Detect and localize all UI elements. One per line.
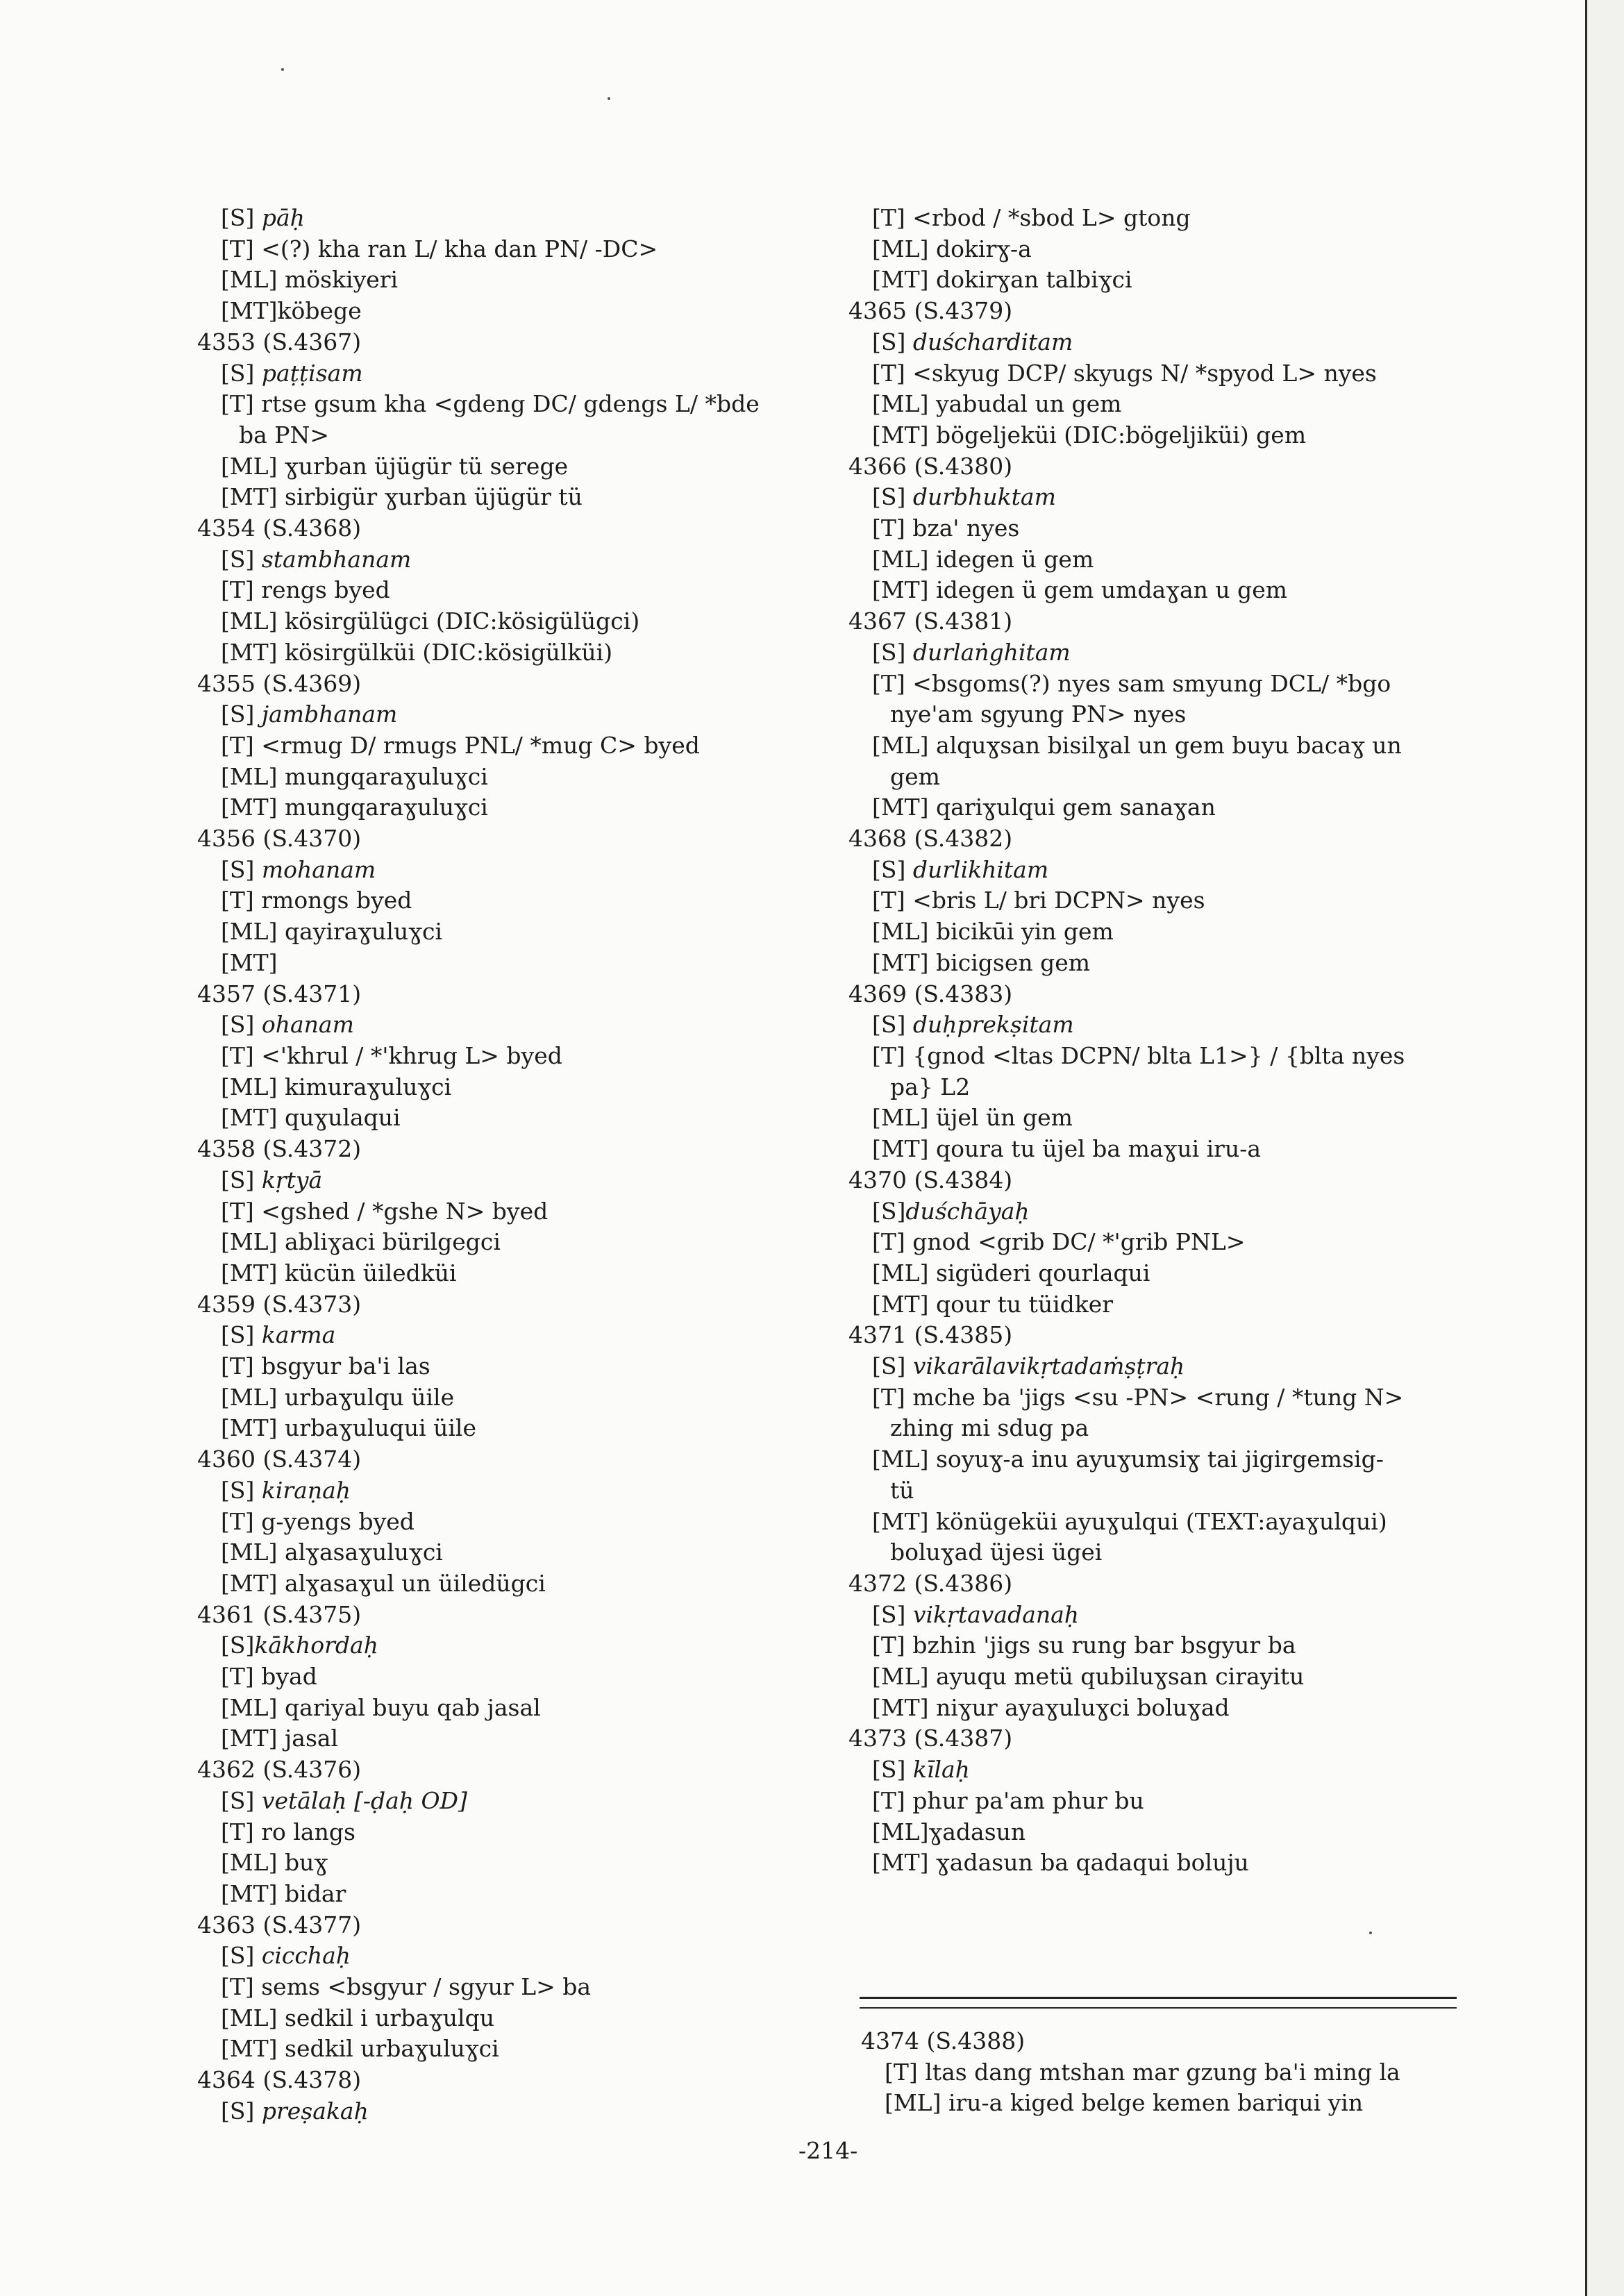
entry-line: [S] ohanam bbox=[221, 1011, 354, 1039]
page-number: -214- bbox=[798, 2137, 858, 2164]
entry-line: [MT] jasal bbox=[221, 1725, 339, 1752]
entry-line: [S] kiraṇaḥ bbox=[221, 1476, 351, 1504]
entry-line: [T] <bris L/ bri DCPN> nyes bbox=[872, 887, 1205, 914]
entry-number: 4357 (S.4371) bbox=[197, 980, 362, 1007]
entry-line: [ML] yabudal un gem bbox=[872, 390, 1122, 418]
entry-line: [ML] alquɣsan bisilɣal un gem buyu bacaɣ un bbox=[872, 731, 1402, 759]
entry-line: [ML] alɣasaɣuluɣci bbox=[221, 1539, 443, 1566]
entry-line: [MT] bicigsen gem bbox=[872, 948, 1091, 976]
entry-line: [ML] bicikūi yin gem bbox=[872, 918, 1114, 946]
entry-line: [S] cicchaḥ bbox=[221, 1942, 351, 1970]
entry-number: 4363 (S.4377) bbox=[197, 1911, 362, 1938]
entry-line: [S] kṛtyā bbox=[221, 1166, 323, 1193]
entry-number: 4373 (S.4387) bbox=[848, 1725, 1013, 1752]
entry-line: [ML] kimuraɣuluɣci bbox=[221, 1073, 452, 1100]
footnote-separator bbox=[860, 1997, 1457, 2009]
entry-number: 4361 (S.4375) bbox=[197, 1600, 362, 1628]
entry-line: [ML] ɣurban üjügür tü serege bbox=[221, 452, 569, 480]
entry-line: boluɣad üjesi ügei bbox=[890, 1539, 1103, 1566]
entry-number: 4362 (S.4376) bbox=[197, 1756, 362, 1784]
entry-line: [T] byad bbox=[221, 1663, 317, 1691]
entry-line: [MT] kösirgülküi (DIC:kösigülküi) bbox=[221, 638, 613, 666]
footnote bbox=[861, 2026, 1555, 2119]
entry-line: [S] vetālaḥ [-ḍaḥ OD] bbox=[221, 1786, 467, 1814]
entry-line: [MT] bidar bbox=[221, 1879, 346, 1907]
entry-number: 4354 (S.4368) bbox=[197, 514, 362, 542]
entry-line: [MT] qour tu tüidker bbox=[872, 1290, 1114, 1318]
entry-line: [T] ltas dang mtshan mar gzung ba'i ming la bbox=[885, 2058, 1400, 2086]
entry-number: 4358 (S.4372) bbox=[197, 1135, 362, 1163]
entry-line: pa} L2 bbox=[890, 1073, 971, 1100]
entry-line: [MT] dokirɣan talbiɣci bbox=[872, 266, 1132, 294]
entry-line: [MT] urbaɣuluqui üile bbox=[221, 1414, 477, 1442]
entry-line: [T] rmongs byed bbox=[221, 887, 412, 914]
entry-line: [MT] bögeljeküi (DIC:bögeljiküi) gem bbox=[872, 421, 1307, 449]
entry-line: [T] <rbod / *sbod L> gtong bbox=[872, 204, 1191, 231]
entry-number: 4359 (S.4373) bbox=[197, 1290, 362, 1318]
entry-line: [T] rtse gsum kha <gdeng DC/ gdengs L/ *bde bbox=[221, 390, 760, 418]
entry-line: [S] duḥprekṣitam bbox=[872, 1011, 1074, 1039]
entry-line: zhing mi sdug pa bbox=[890, 1414, 1089, 1442]
entry-line: [ML] möskiyeri bbox=[221, 266, 399, 294]
entry-line: [MT] idegen ü gem umdaɣan u gem bbox=[872, 576, 1288, 604]
entry-number: 4356 (S.4370) bbox=[197, 825, 362, 853]
entry-line: [ML] buɣ bbox=[221, 1849, 328, 1877]
entry-line: [MT] niɣur ayaɣuluɣci boluɣad bbox=[872, 1693, 1230, 1721]
entry-line: [T] <'khrul / *'khrug L> byed bbox=[221, 1041, 562, 1069]
entry-line: [S]kākhordaḥ bbox=[221, 1632, 378, 1659]
entry-line: [T] <bsgoms(?) nyes sam smyung DCL/ *bgo bbox=[872, 669, 1391, 697]
entry-number: 4368 (S.4382) bbox=[848, 825, 1013, 853]
entry-number: 4360 (S.4374) bbox=[197, 1446, 362, 1473]
entry-line: [S] stambhanam bbox=[221, 545, 412, 573]
entry-number: 4371 (S.4385) bbox=[848, 1321, 1013, 1349]
entry-line: [ML] qariyal buyu qab jasal bbox=[221, 1693, 541, 1721]
entry-number: 4353 (S.4367) bbox=[197, 328, 362, 355]
entry-line: [ML] idegen ü gem bbox=[872, 545, 1094, 573]
entry-line: [MT] alɣasaɣul un üiledügci bbox=[221, 1569, 546, 1597]
entry-line: [MT] sirbigür ɣurban üjügür tü bbox=[221, 483, 583, 511]
entry-line: [S] preṣakaḥ bbox=[221, 2097, 369, 2125]
entry-line: [ML] ayuqu metü qubiluɣsan cirayitu bbox=[872, 1663, 1305, 1691]
entry-line: nye'am sgyung PN> nyes bbox=[890, 701, 1187, 728]
entry-line: [S] vikṛtavadanaḥ bbox=[872, 1600, 1080, 1628]
entry-line: [S] duścharditam bbox=[872, 328, 1073, 355]
entry-line: [ML] sedkil i urbaɣulqu bbox=[221, 2004, 494, 2031]
entry-line: [S] mohanam bbox=[221, 855, 376, 883]
entry-line: [S] kīlaḥ bbox=[872, 1756, 970, 1784]
entry-line: [S]duśchāyaḥ bbox=[872, 1197, 1030, 1225]
entry-line: [T] sems <bsgyur / sgyur L> ba bbox=[221, 1973, 592, 2001]
scan-speck bbox=[608, 97, 610, 100]
entry-line: [T] bza' nyes bbox=[872, 514, 1020, 542]
entry-line: tü bbox=[890, 1476, 914, 1504]
entry-line: [MT] kücün üiledküi bbox=[221, 1259, 457, 1287]
entry-line: ba PN> bbox=[239, 421, 330, 449]
entry-line: [T] ro langs bbox=[221, 1818, 355, 1845]
entry-line: [T] <(?) kha ran L/ kha dan PN/ -DC> bbox=[221, 235, 658, 262]
entry-line: [ML] abliɣaci bürilgegci bbox=[221, 1228, 501, 1256]
entry-line: [T] gnod <grib DC/ *'grib PNL> bbox=[872, 1228, 1246, 1256]
entry-line: [MT] qoura tu üjel ba maɣui iru-a bbox=[872, 1135, 1262, 1163]
entry-line: [S] pāḥ bbox=[221, 204, 305, 231]
entry-line: [MT] könügeküi ayuɣulqui (TEXT:ayaɣulqui) bbox=[872, 1507, 1387, 1535]
entry-line: [S] durbhuktam bbox=[872, 483, 1056, 511]
entry-line: [MT] bbox=[221, 948, 278, 976]
entry-line: [T] bzhin 'jigs su rung bar bsgyur ba bbox=[872, 1632, 1296, 1659]
entry-number: 4374 (S.4388) bbox=[861, 2027, 1026, 2054]
entry-number: 4364 (S.4378) bbox=[197, 2066, 362, 2094]
entry-line: [ML] mungqaraɣuluɣci bbox=[221, 762, 488, 790]
page-edge bbox=[1585, 0, 1624, 2296]
entry-line: [ML] qayiraɣuluɣci bbox=[221, 918, 443, 946]
entry-line: [MT]köbege bbox=[221, 297, 362, 325]
entry-line: [MT] ɣadasun ba qadaqui boluju bbox=[872, 1849, 1249, 1877]
entry-line: [T] <rmug D/ rmugs PNL/ *mug C> byed bbox=[221, 731, 700, 759]
entry-line: [T] mche ba 'jigs <su -PN> <rung / *tung N> bbox=[872, 1383, 1404, 1411]
entry-line: [S] karma bbox=[221, 1321, 336, 1349]
entry-line: [S] durlaṅghitam bbox=[872, 638, 1071, 666]
entry-line: [T] {gnod <ltas DCPN/ blta L1>} / {blta nyes bbox=[872, 1041, 1405, 1069]
entry-line: [T] <gshed / *gshe N> byed bbox=[221, 1197, 549, 1225]
entry-number: 4369 (S.4383) bbox=[848, 980, 1013, 1007]
entry-line: [S] paṭṭisam bbox=[221, 359, 363, 387]
entry-line: [S] durlikhitam bbox=[872, 855, 1049, 883]
entry-number: 4366 (S.4380) bbox=[848, 452, 1013, 480]
entry-line: [T] g-yengs byed bbox=[221, 1507, 415, 1535]
entry-line: [T] <skyug DCP/ skyugs N/ *spyod L> nyes bbox=[872, 359, 1377, 387]
entry-line: [ML] urbaɣulqu üile bbox=[221, 1383, 455, 1411]
entry-line: [T] rengs byed bbox=[221, 576, 390, 604]
scan-speck bbox=[281, 68, 284, 71]
entry-line: [ML] iru-a kiged belge kemen bariqui yin bbox=[885, 2089, 1364, 2117]
entry-line: [MT] qariɣulqui gem sanaɣan bbox=[872, 794, 1216, 821]
entry-line: [ML] kösirgülügci (DIC:kösigülügci) bbox=[221, 607, 640, 635]
entry-number: 4372 (S.4386) bbox=[848, 1569, 1013, 1597]
entry-number: 4365 (S.4379) bbox=[848, 297, 1013, 325]
entry-line: [S] jambhanam bbox=[221, 701, 398, 728]
entry-line: [MT] sedkil urbaɣuluɣci bbox=[221, 2035, 499, 2063]
entry-line: [T] bsgyur ba'i las bbox=[221, 1352, 430, 1380]
entry-line: [ML] sigüderi qourlaqui bbox=[872, 1259, 1150, 1287]
entry-line: [ML] soyuɣ-a inu ayuɣumsiɣ tai jigirgemsig- bbox=[872, 1446, 1384, 1473]
entry-line: [T] phur pa'am phur bu bbox=[872, 1786, 1144, 1814]
right-column bbox=[848, 203, 1543, 1879]
entry-number: 4367 (S.4381) bbox=[848, 607, 1013, 635]
entry-number: 4355 (S.4369) bbox=[197, 669, 362, 697]
entry-line: [MT] quɣulaqui bbox=[221, 1104, 401, 1132]
scan-speck bbox=[1369, 1932, 1372, 1934]
entry-line: [ML] dokirɣ-a bbox=[872, 235, 1032, 262]
entry-line: gem bbox=[890, 762, 940, 790]
entry-line: [ML]ɣadasun bbox=[872, 1818, 1026, 1845]
entry-line: [ML] üjel ün gem bbox=[872, 1104, 1073, 1132]
entry-number: 4370 (S.4384) bbox=[848, 1166, 1013, 1193]
entry-line: [S] vikarālavikṛtadaṁṣṭraḥ bbox=[872, 1352, 1185, 1380]
left-column bbox=[197, 203, 864, 2127]
entry-line: [MT] mungqaraɣuluɣci bbox=[221, 794, 488, 821]
